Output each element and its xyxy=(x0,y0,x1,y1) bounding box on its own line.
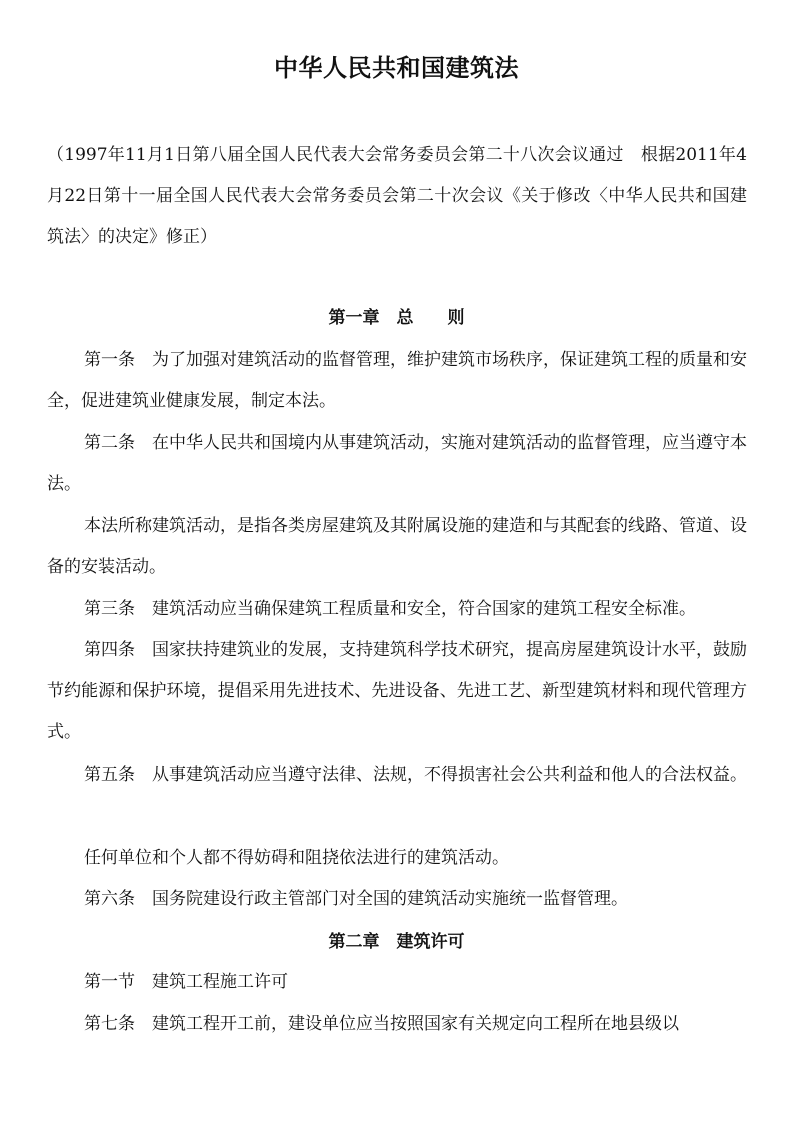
article-5 xyxy=(47,755,747,796)
article-number: 第一条 xyxy=(84,350,152,370)
article-number: 第三条 xyxy=(84,599,152,619)
article-text: 在中华人民共和国境内从事建筑活动，实施对建筑活动的监督管理，应当遵守本法。 xyxy=(47,433,747,494)
article-2-paragraph-2 xyxy=(47,506,747,588)
article-number: 第五条 xyxy=(84,765,152,785)
article-text: 任何单位和个人都不得妨碍和阻挠依法进行的建筑活动。 xyxy=(84,848,509,868)
article-number: 第二条 xyxy=(84,433,152,453)
article-text: 建筑工程开工前，建设单位应当按照国家有关规定向工程所在地县级以 xyxy=(152,1014,679,1034)
article-text: 国家扶持建筑业的发展，支持建筑科学技术研究，提高房屋建筑设计水平，鼓励节约能源和保护环境，提倡采用先进技术、先进设备、先进工艺、新型建筑材料和现代管理方式。 xyxy=(47,640,747,742)
section-number: 第一节 xyxy=(84,972,152,992)
section-1-heading xyxy=(47,962,747,1003)
article-text: 为了加强对建筑活动的监督管理，维护建筑市场秩序，保证建筑工程的质量和安全，促进建筑业健康发展，制定本法。 xyxy=(47,350,747,411)
section-title: 建筑工程施工许可 xyxy=(152,972,288,992)
article-text: 本法所称建筑活动，是指各类房屋建筑及其附属设施的建造和与其配套的线路、管道、设备的安装活动。 xyxy=(47,516,747,577)
preamble-note: （1997年11月1日第八届全国人民代表大会常务委员会第二十八次会议通过 根据2011年4月22日第十一届全国人民代表大会常务委员会第二十次会议《关于修改〈中华人民共和国建筑法〉的决定》修正） xyxy=(47,145,747,247)
article-text: 国务院建设行政主管部门对全国的建筑活动实施统一监督管理。 xyxy=(152,889,628,909)
article-3 xyxy=(47,589,747,630)
article-text: 建筑活动应当确保建筑工程质量和安全，符合国家的建筑工程安全标准。 xyxy=(152,599,696,619)
article-number: 第七条 xyxy=(84,1014,152,1034)
chapter-2-heading: 第二章 建筑许可 xyxy=(328,932,465,952)
article-7 xyxy=(47,1004,747,1045)
article-number: 第六条 xyxy=(84,889,152,909)
document-title: 中华人民共和国建筑法 xyxy=(274,54,519,82)
article-text: 从事建筑活动应当遵守法律、法规，不得损害社会公共利益和他人的合法权益。 xyxy=(152,765,747,785)
article-5-paragraph-2 xyxy=(47,838,747,879)
article-2 xyxy=(47,423,747,505)
article-6 xyxy=(47,879,747,920)
article-1 xyxy=(47,340,747,422)
chapter-1-heading: 第一章 总 则 xyxy=(328,308,465,328)
article-number: 第四条 xyxy=(84,640,152,660)
article-4 xyxy=(47,630,747,753)
